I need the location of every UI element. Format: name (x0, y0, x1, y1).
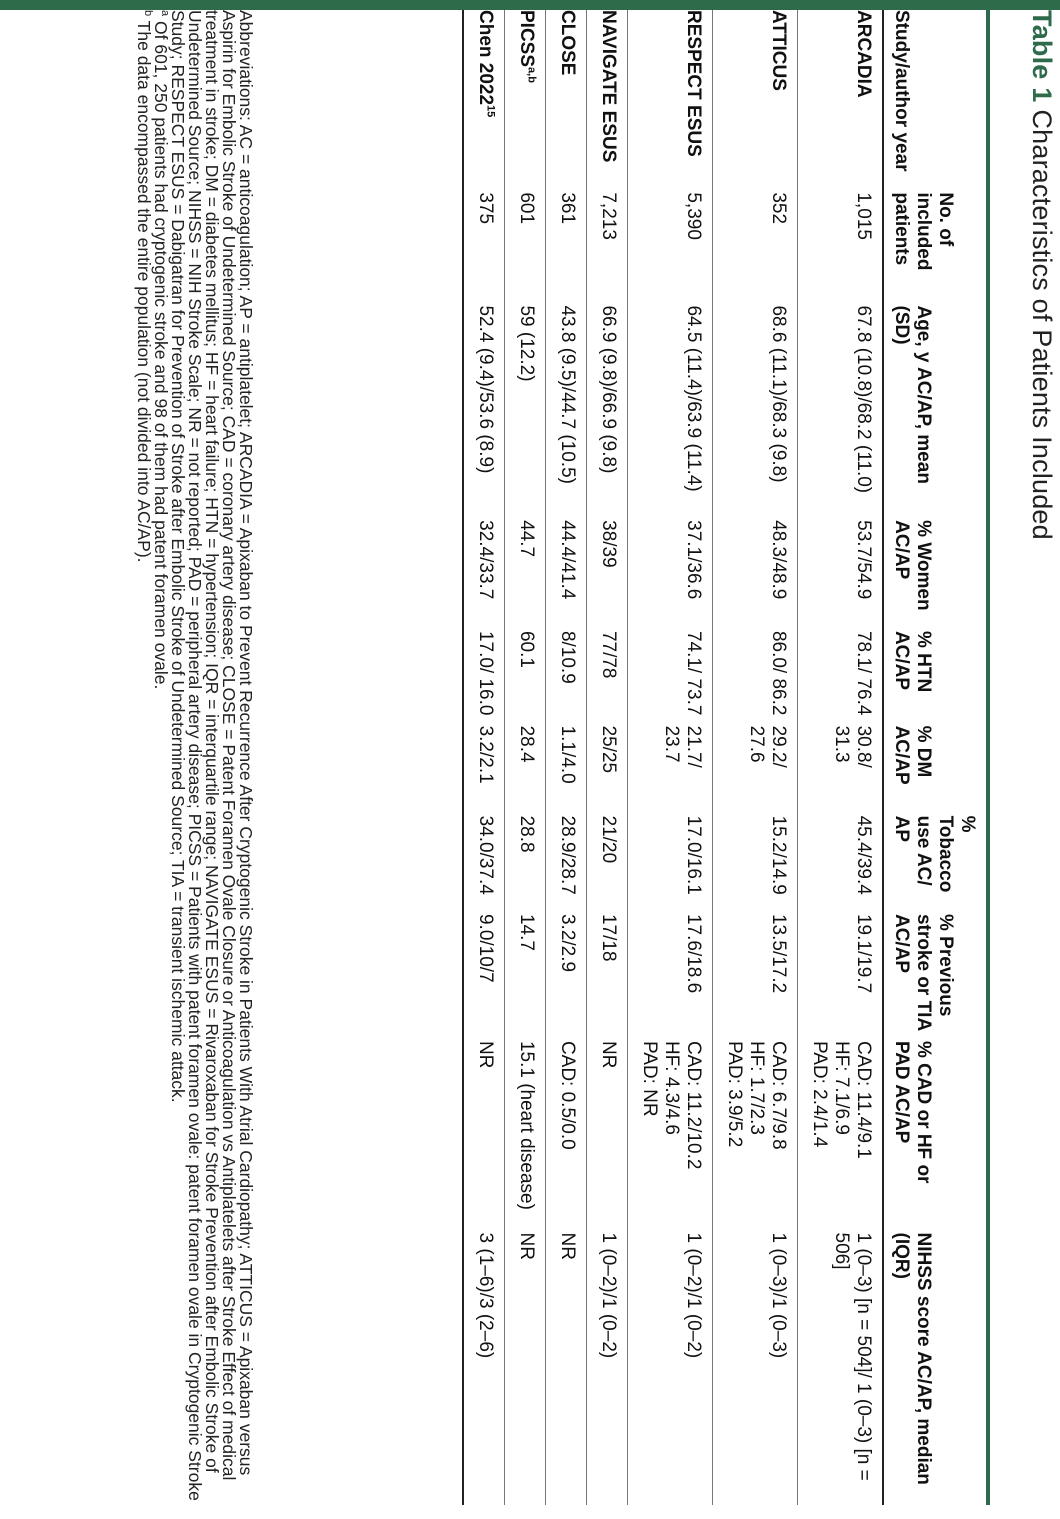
cell-patients: 352 (768, 192, 789, 225)
cell-tobacco: 28.9/28.7 (557, 815, 578, 895)
column-header-dm: % DM AC/AP (891, 725, 934, 785)
column-header-age: Age, y AC/AP, mean (SD) (891, 305, 934, 484)
table-row (628, 10, 713, 1505)
cell-htn: 86.0/ 86.2 (768, 630, 789, 716)
table-title (1026, 10, 1057, 540)
cell-age: 52.4 (9.4)/53.6 (8.9) (475, 305, 496, 474)
table-footnotes (135, 10, 254, 1505)
cell-patients: 5,390 (683, 192, 704, 240)
cell-women: 48.3/48.9 (768, 520, 789, 600)
cell-htn: 17.0/ 16.0 (475, 630, 496, 716)
cell-dm: 29.2/ 27.6 (746, 725, 789, 768)
table-row (798, 10, 884, 1505)
cell-study: CLOSE (557, 10, 578, 76)
table-row (713, 10, 798, 1505)
cell-nihss: 3 (1–6)/3 (2–6) (475, 1232, 496, 1359)
table-row (505, 10, 546, 1505)
title-rule (986, 10, 990, 1505)
cell-patients: 375 (475, 192, 496, 225)
cell-study: PICSS$^{a,b}$ (516, 10, 538, 83)
cell-dm: 21.7/ 23.7 (661, 725, 704, 768)
cell-htn: 8/10.9 (557, 630, 578, 684)
cell-tobacco: 28.8 (516, 815, 537, 853)
cell-dm: 30.8/ 31.3 (831, 725, 874, 768)
characteristics-table (462, 10, 980, 1505)
cell-stroke: 17/18 (598, 913, 619, 962)
cell-study: RESPECT ESUS (683, 10, 704, 157)
cell-tobacco: 21/20 (598, 815, 619, 864)
cell-patients: 601 (516, 192, 537, 225)
cell-dm: 28.4 (516, 725, 537, 763)
cell-nihss: NR (557, 1232, 578, 1260)
cell-htn: 74.1/ 73.7 (683, 630, 704, 716)
column-header-htn: % HTN AC/AP (891, 630, 934, 693)
cell-cad: CAD: 0.5/0.0 (557, 1040, 578, 1150)
cell-age: 59 (12.2) (516, 305, 537, 382)
footnote-b: $^b$ The data encompassed the entire population (not divided into AC/AP). (134, 10, 154, 563)
cell-tobacco: 15.2/14.9 (768, 815, 789, 895)
cell-stroke: 3.2/2.9 (557, 913, 578, 973)
footnote-a: $^a$ Of 601, 250 patients had cryptogenic stroke and 98 of them had patent foramen ovale. (151, 10, 171, 690)
cell-age: 68.6 (11.1)/68.3 (9.8) (768, 305, 789, 483)
table-row (546, 10, 587, 1505)
table-label: Table 1 (1027, 10, 1057, 103)
cell-dm: 25/25 (598, 725, 619, 774)
cell-nihss: 1 (0–3)/1 (0–3) (768, 1232, 789, 1359)
cell-patients: 1,015 (853, 192, 874, 240)
cell-cad: NR (598, 1040, 619, 1069)
cell-htn: 77/78 (598, 630, 619, 679)
cell-nihss: NR (516, 1232, 537, 1260)
header-row (883, 10, 980, 1505)
cell-stroke: 9.0/10/7 (475, 913, 496, 983)
cell-women: 37.1/36.6 (683, 520, 704, 600)
cell-study: ATTICUS (768, 10, 789, 91)
cell-cad: 15.1 (heart disease) (516, 1040, 537, 1210)
cell-nihss: 1 (0–2)/1 (0–2) (598, 1232, 619, 1359)
cell-htn: 78.1/ 76.4 (853, 630, 874, 716)
cell-patients: 7,213 (598, 192, 619, 240)
abbreviations-note: Abbreviations: AC = anticoagulation; AP = antiplatelet; ARCADIA = Apixaban to Prevent Recurrence After Cryptogenic Stroke in Patients With Atrial Cardiopathy; ATTICUS = Apixaban versus Aspirin for Embolic Stroke of Undetermined Source; CAD = coronary artery disease; CLOSE = Patent Foramen Ovale Closure or Anticoagulation vs Antiplatelets after Stroke Effect of medical treatment in stroke; DM = diabetes mellitus; HF = heart failure; HTN = hypertension; IQR = interquartile range; NAVIGATE ESUS = Rivaroxaban for Stroke Prevention after Embolic Stroke of Undetermined Source; NIHSS = NIH Stroke Scale; NR = not reported; PAD = peripheral artery disease; PICSS = Patients with patent foramen ovale: patent foramen ovale in Cryptogenic Stroke Study; RESPECT ESUS = Dabigatran for Prevention of Stroke after Embolic Stroke of Undetermined Source; TIA = transient ischemic attack. (168, 10, 256, 1501)
cell-age: 64.5 (11.4)/63.9 (11.4) (683, 305, 704, 492)
cell-age: 43.8 (9.5)/44.7 (10.5) (557, 305, 578, 484)
cell-cad: NR (475, 1040, 496, 1069)
cell-tobacco: 34.0/37.4 (475, 815, 496, 895)
cell-stroke: 19.1/19.7 (853, 913, 874, 994)
cell-cad: CAD: 11.4/9.1 HF: 7.1/6.9 PAD: 2.4/1.4 (809, 1040, 874, 1159)
cell-tobacco: 45.4/39.4 (853, 815, 874, 895)
cell-cad: CAD: 6.7/9.8 HF: 1.7/2.3 PAD: 3.9/5.2 (724, 1040, 789, 1150)
column-header-nihss: NIHSS score AC/AP, median (IQR) (891, 1232, 934, 1485)
cell-women: 38/39 (598, 520, 619, 568)
column-header-patients: No. of included patients (891, 192, 956, 271)
accent-rule (0, 0, 1060, 10)
cell-women: 44.7 (516, 520, 537, 558)
cell-nihss: 1 (0–2)/1 (0–2) (683, 1232, 704, 1359)
column-header-cad: % CAD or HF or PAD AC/AP (891, 1040, 934, 1184)
cell-study: Chen 2022$^{15}$ (475, 10, 497, 118)
cell-study: ARCADIA (853, 10, 874, 98)
table-row (587, 10, 628, 1505)
cell-women: 32.4/33.7 (475, 520, 496, 600)
cell-nihss: 1 (0–3) [n = 504]/ 1 (0–3) [n = 506] (831, 1232, 874, 1481)
cell-patients: 361 (557, 192, 578, 225)
cell-age: 67.8 (10.8)/68.2 (11.0) (853, 305, 874, 494)
cell-stroke: 14.7 (516, 913, 537, 951)
cell-stroke: 13.5/17.2 (768, 913, 789, 994)
cell-cad: CAD: 11.2/10.2 HF: 4.3/4.6 PAD: NR (639, 1040, 704, 1170)
cell-study: NAVIGATE ESUS (598, 10, 619, 163)
cell-women: 53.7/54.9 (853, 520, 874, 600)
cell-htn: 60.1 (516, 630, 537, 668)
cell-dm: 3.2/2.1 (475, 725, 496, 784)
cell-women: 44.4/41.4 (557, 520, 578, 600)
cell-stroke: 17.6/18.6 (683, 913, 704, 994)
cell-dm: 1.1/4.0 (557, 725, 578, 784)
table-caption: Characteristics of Patients Included (1027, 109, 1057, 540)
column-header-stroke: % Previous stroke or TIA AC/AP (891, 913, 956, 1031)
table-row (463, 10, 505, 1505)
cell-tobacco: 17.0/16.1 (683, 815, 704, 895)
column-header-study: Study/author year (891, 10, 912, 172)
column-header-women: % Women AC/AP (891, 520, 934, 611)
cell-age: 66.9 (9.8)/66.9 (9.8) (598, 305, 619, 474)
column-header-tobacco: % Tobacco use AC/ AP (891, 815, 978, 893)
